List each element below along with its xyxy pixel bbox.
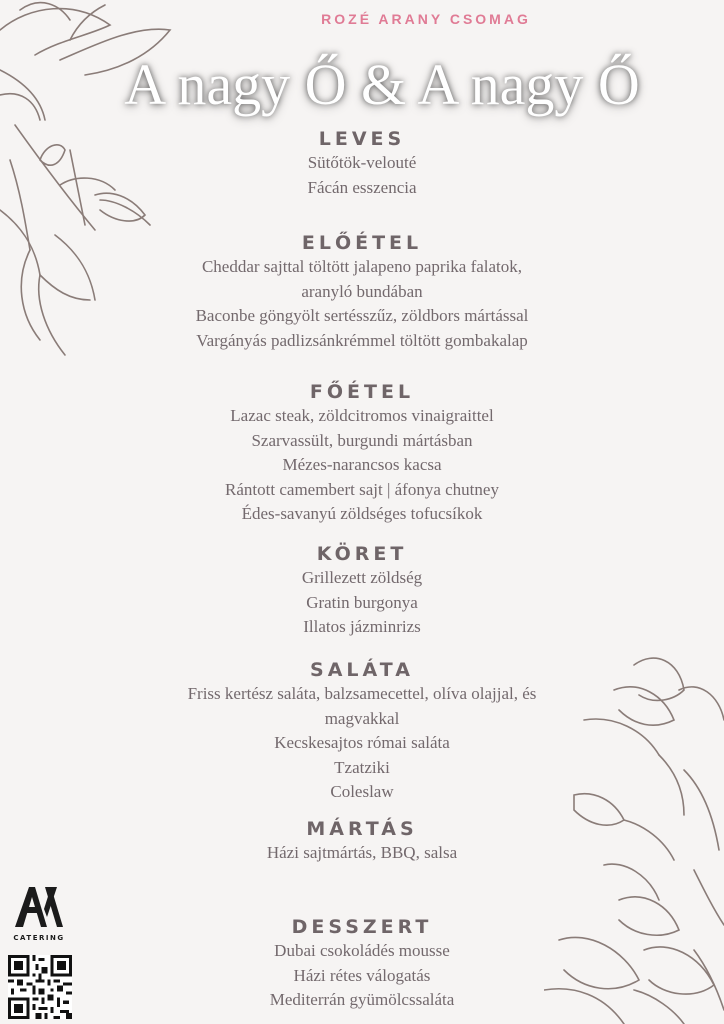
menu-item: Mediterrán gyümölcssaláta bbox=[269, 990, 455, 1009]
section-eloetel bbox=[0, 231, 724, 353]
menu-item: Mézes-narancsos kacsa bbox=[282, 455, 442, 474]
menu-item: Baconbe göngyölt sertésszűz, zöldbors mártással bbox=[195, 306, 529, 325]
qr-code-icon bbox=[8, 955, 72, 1019]
section-martas bbox=[0, 817, 724, 866]
section-salata bbox=[0, 658, 724, 805]
logo-text: CATERING bbox=[13, 934, 65, 942]
catering-logo bbox=[8, 883, 70, 942]
menu-item: Tzatziki bbox=[334, 757, 390, 777]
menu-item: Grillezett zöldség bbox=[301, 568, 423, 587]
menu-item: aranyló bundában bbox=[301, 281, 423, 301]
section-heading: LEVES bbox=[318, 128, 406, 150]
menu-item: Édes-savanyú zöldséges tofucsíkok bbox=[241, 504, 483, 523]
menu-item: Kecskesajtos római saláta bbox=[274, 733, 450, 752]
menu-item: Házi sajtmártás, BBQ, salsa bbox=[266, 843, 458, 862]
menu-item: Lazac steak, zöldcitromos vinaigraittel bbox=[230, 406, 494, 425]
section-leves bbox=[0, 127, 724, 200]
logo-mark-icon bbox=[11, 883, 67, 929]
menu-item: magvakkal bbox=[324, 708, 400, 728]
menu-item: Házi rétes válogatás bbox=[293, 965, 431, 985]
menu-item: Fácán esszencia bbox=[307, 177, 417, 197]
section-heading: MÁRTÁS bbox=[306, 818, 418, 840]
menu-item: Rántott camembert sajt | áfonya chutney bbox=[225, 479, 499, 499]
section-heading: SALÁTA bbox=[310, 659, 414, 681]
section-koret bbox=[0, 542, 724, 640]
menu-item: Illatos jázminrizs bbox=[303, 617, 421, 636]
section-heading: FŐÉTEL bbox=[309, 381, 415, 403]
menu-item: Coleslaw bbox=[330, 782, 394, 801]
page-title: A nagy Ő & A nagy Ő bbox=[124, 52, 640, 117]
menu-item: Friss kertész saláta, balzsamecettel, olíva olajjal, és bbox=[187, 684, 537, 703]
menu-item: Szarvassült, burgundi mártásban bbox=[251, 430, 473, 450]
menu-item: Vargányás padlizsánkrémmel töltött gombakalap bbox=[196, 330, 528, 350]
section-desszert bbox=[0, 915, 724, 1013]
menu-item: Dubai csokoládés mousse bbox=[274, 941, 450, 960]
menu-item: Gratin burgonya bbox=[306, 592, 418, 612]
menu-item: Cheddar sajttal töltött jalapeno paprika falatok, bbox=[201, 257, 523, 276]
menu-item: Sütőtök-velouté bbox=[307, 153, 417, 172]
section-heading: KÖRET bbox=[316, 543, 408, 565]
section-heading: ELŐÉTEL bbox=[301, 232, 423, 254]
package-subtitle: ROZÉ ARANY CSOMAG bbox=[321, 11, 531, 27]
section-foetel bbox=[0, 380, 724, 527]
section-heading: DESSZERT bbox=[291, 916, 433, 938]
